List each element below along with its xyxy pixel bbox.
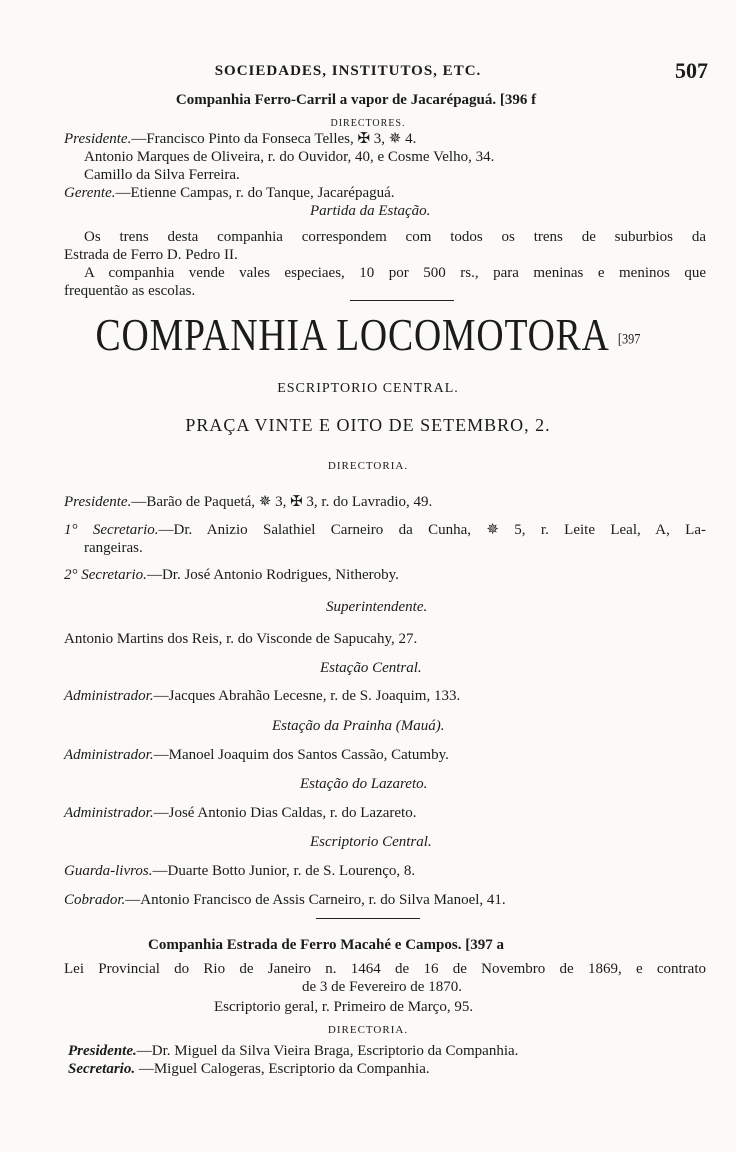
section3-title: Companhia Estrada de Ferro Macahé e Campos. [397 a xyxy=(148,937,504,953)
section1-departure-heading: Partida da Estação. xyxy=(310,203,431,219)
section1-para2-line2: frequentão as escolas. xyxy=(64,283,196,299)
section2-admin3-label: Administrador. xyxy=(64,805,154,821)
section2-admin2-label: Administrador. xyxy=(64,747,154,763)
section3-secretary-label: Secretario. xyxy=(68,1061,136,1077)
separator-rule-2 xyxy=(316,918,420,919)
section2-bookkeeper-label: Guarda-livros. xyxy=(64,863,153,879)
section1-manager-text: —Etienne Campas, r. do Tanque, Jacarépaguá. xyxy=(115,185,395,201)
section1-president-label: Presidente. xyxy=(64,131,132,147)
section2-address: PRAÇA VINTE E OITO DE SETEMBRO, 2. xyxy=(185,415,551,435)
section2-superintendent-text: Antonio Martins dos Reis, r. do Visconde de Sapucahy, 27. xyxy=(64,631,418,647)
section2-president-entry xyxy=(64,493,432,511)
section2-secretary1-cont: rangeiras. xyxy=(84,540,143,556)
section2-secretary1-text: —Dr. Anizio Salathiel Carneiro da Cunha, ✵ 5, r. Leite Leal, A, La- xyxy=(158,522,706,538)
section3-law-line1: Lei Provincial do Rio de Janeiro n. 1464 de 16 de Novembro de 1869, e contrato xyxy=(64,961,706,977)
section2-title-block xyxy=(66,310,670,364)
section1-line2: Antonio Marques de Oliveira, r. do Ouvidor, 40, e Cosme Velho, 34. xyxy=(84,149,495,165)
section2-collector-label: Cobrador. xyxy=(64,892,126,908)
section2-board-heading: DIRECTORIA. xyxy=(327,460,409,472)
running-title: SOCIEDADES, INSTITUTOS, ETC. xyxy=(214,63,482,79)
section2-title: COMPANHIA LOCOMOTORA xyxy=(95,309,608,360)
section1-para1-line1: Os trens desta companhia correspondem com todos os trens de suburbios da xyxy=(84,229,706,245)
section2-bookkeeper-text: —Duarte Botto Junior, r. de S. Lourenço, 8. xyxy=(152,863,416,879)
page-number: 507 xyxy=(675,58,708,83)
section1-line3: Camillo da Silva Ferreira. xyxy=(84,167,240,183)
section2-bookkeeper-entry xyxy=(64,862,415,880)
section2-admin3-text: —José Antonio Dias Caldas, r. do Lazareto. xyxy=(153,805,417,821)
section2-collector-entry xyxy=(64,891,506,909)
section2-admin2-text: —Manoel Joaquim dos Santos Cassão, Catumby. xyxy=(153,747,449,763)
section1-manager-entry xyxy=(64,184,395,202)
section2-admin2-entry xyxy=(64,746,449,764)
section2-admin1-text: —Jacques Abrahão Lecesne, r. de S. Joaquim, 133. xyxy=(153,688,461,704)
section3-secretary-entry xyxy=(68,1060,430,1078)
section1-president-entry xyxy=(64,130,416,148)
section2-office2-heading: Escriptorio Central. xyxy=(310,834,432,850)
section3-office-line: Escriptorio geral, r. Primeiro de Março, 95. xyxy=(214,999,474,1015)
section2-secretary2-entry xyxy=(64,566,399,584)
section2-admin1-entry xyxy=(64,687,460,705)
section3-board-heading: DIRECTORIA. xyxy=(327,1024,409,1036)
section1-president-text: —Francisco Pinto da Fonseca Telles, ✠ 3, ✵ 4. xyxy=(131,131,417,147)
section3-president-entry xyxy=(68,1042,518,1060)
section2-admin1-label: Administrador. xyxy=(64,688,154,704)
section2-title-ref: [397 xyxy=(617,331,641,348)
section1-title: Companhia Ferro-Carril a vapor de Jacarépaguá. [396 f xyxy=(175,92,537,108)
section2-office-heading: ESCRIPTORIO CENTRAL. xyxy=(277,381,459,396)
section3-secretary-text: —Miguel Calogeras, Escriptorio da Companhia. xyxy=(135,1061,430,1077)
section2-secretary1-entry xyxy=(64,521,706,539)
section2-admin3-entry xyxy=(64,804,416,822)
section1-para1-line2: Estrada de Ferro D. Pedro II. xyxy=(64,247,238,263)
section1-manager-label: Gerente. xyxy=(64,185,116,201)
separator-rule xyxy=(350,300,454,301)
section1-subhead: DIRECTORES. xyxy=(330,118,406,129)
section2-secretary2-label: 2° Secretario. xyxy=(64,567,147,583)
section2-superintendent-heading: Superintendente. xyxy=(326,599,428,615)
section2-lazareto-heading: Estação do Lazareto. xyxy=(300,776,428,792)
section3-law-line2: de 3 de Fevereiro de 1870. xyxy=(302,979,462,995)
section3-president-label: Presidente. xyxy=(68,1043,137,1059)
section2-secretary2-text: —Dr. José Antonio Rodrigues, Nitheroby. xyxy=(146,567,399,583)
section2-collector-text: —Antonio Francisco de Assis Carneiro, r. do Silva Manoel, 41. xyxy=(125,892,506,908)
section2-prainha-heading: Estação da Prainha (Mauá). xyxy=(272,718,445,734)
section2-president-label: Presidente. xyxy=(64,494,132,510)
section1-para2-line1: A companhia vende vales especiaes, 10 por 500 rs., para meninas e meninos que xyxy=(84,265,706,281)
section2-president-text: —Barão de Paquetá, ✵ 3, ✠ 3, r. do Lavradio, 49. xyxy=(131,494,433,510)
section2-central-station-heading: Estação Central. xyxy=(320,660,422,676)
section3-president-text: —Dr. Miguel da Silva Vieira Braga, Escriptorio da Companhia. xyxy=(136,1043,519,1059)
section2-secretary1-label: 1° Secretario. xyxy=(64,522,159,538)
